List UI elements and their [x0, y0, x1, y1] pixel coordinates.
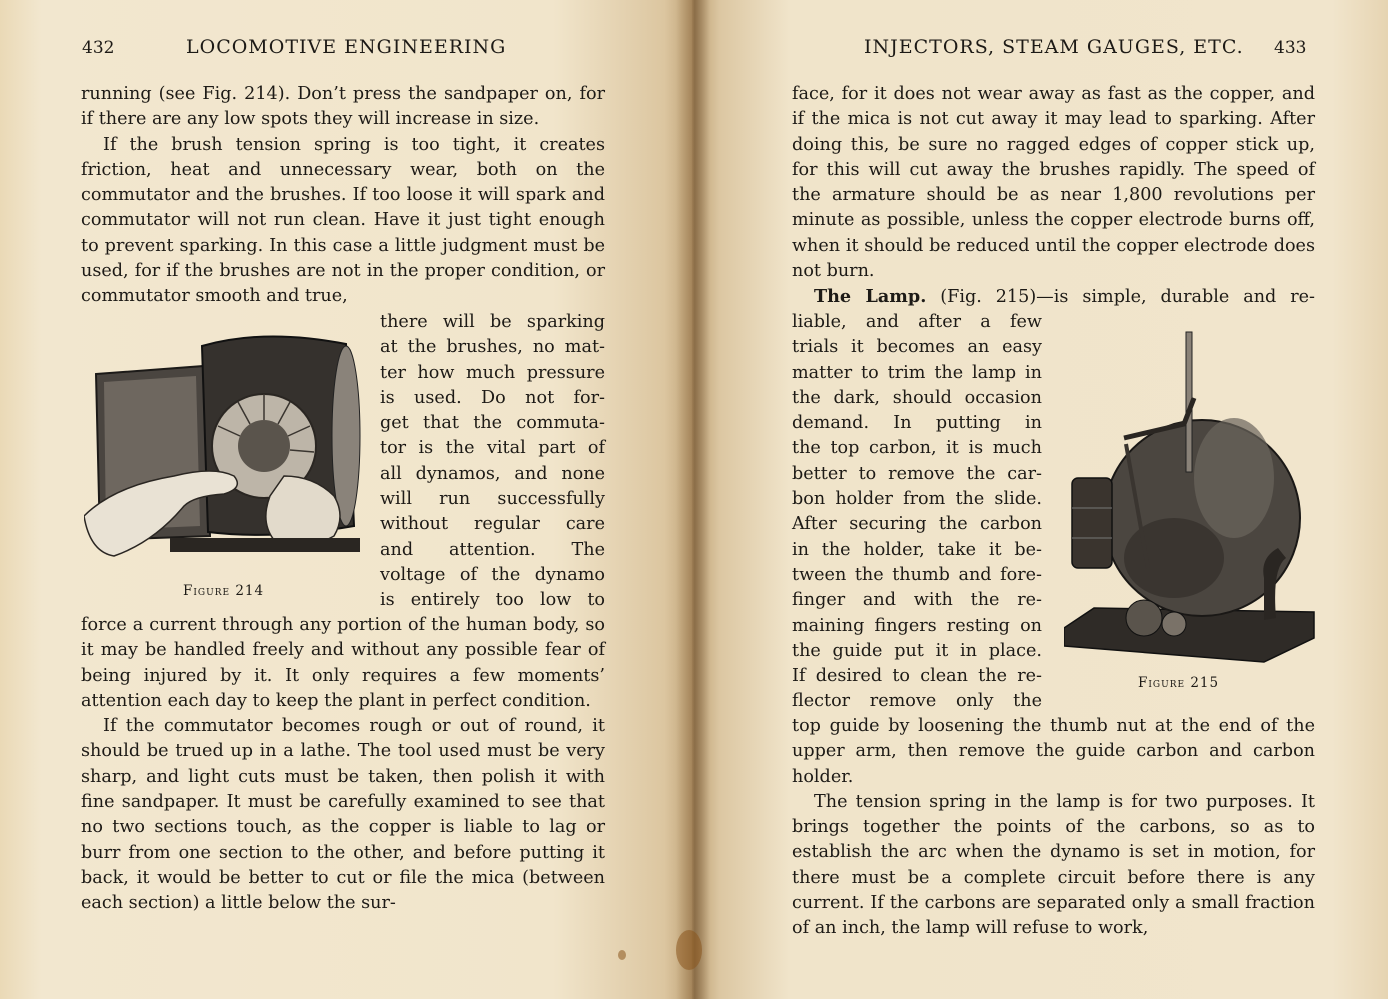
text-line: better to remove the car-: [792, 463, 1042, 484]
lamp-first-line: [792, 284, 1315, 310]
text-line: tween the thumb and fore-: [792, 564, 1042, 585]
text-line: matter to trim the lamp in: [792, 362, 1042, 383]
text-line: the top carbon, it is much: [792, 438, 1042, 459]
left-page: [0, 0, 692, 999]
running-head: LOCOMOTIVE ENGINEERING: [186, 36, 507, 58]
text-line: finger and with the re-: [792, 590, 1042, 611]
right-text-top: [792, 82, 1315, 311]
text-line: all dynamos, and none: [380, 463, 605, 484]
paper-stain: [618, 950, 626, 960]
text-line: bon holder from the slide.: [792, 489, 1042, 510]
text-line: maining fingers resting on: [792, 615, 1042, 636]
text-line: voltage of the dynamo: [380, 564, 605, 585]
text-line: After securing the carbon: [792, 514, 1042, 535]
text-line: without regular care: [380, 514, 605, 535]
figure-215-arc-lamp-illustration: [1064, 328, 1318, 664]
paragraph: face, for it does not wear away as fast as the copper, and if the mica is not cut away it may lead to sparking. After doing this, be sure no ragged edges of copper stick up, for this will cut away the brushes rapidly. The speed of the armature should be as near 1,800 revolutions per minute as possible, unless the copper electrode burns off, when it should be reduced until the copper electrode does not burn.: [792, 84, 1315, 282]
text-line: the dark, should occasion: [792, 387, 1042, 408]
text-line: there will be sparking: [380, 312, 605, 332]
paragraph: running (see Fig. 214). Don’t press the sandpaper on, for if there are any low spots they will increase in size.: [81, 84, 605, 130]
left-wrap-text: [380, 310, 605, 614]
left-text-bottom: [81, 613, 605, 917]
text-line: at the brushes, no mat-: [380, 337, 605, 358]
text-line: is entirely too low to: [380, 590, 605, 611]
paragraph: If the commutator becomes rough or out of round, it should be trued up in a lathe. The tool used must be very sharp, and light cuts must be taken, then polish it with fine sandpaper. It must be carefully examined to see that no two sections touch, as the copper is liable to lag or burr from one section to the other, and before putting it back, it would be better to cut or file the mica (between each section) a little below the sur-: [81, 716, 605, 914]
right-wrap-text: [792, 310, 1042, 715]
paragraph: The tension spring in the lamp is for two purposes. It brings together the points of the carbons, so as to establish the arc when the dynamo is set in motion, for there must be a complete circuit before there is any current. If the carbons are separated only a small fraction of an inch, the lamp will refuse to work,: [792, 791, 1315, 939]
text-line: tor is the vital part of: [380, 438, 605, 459]
paper-stain: [676, 930, 702, 970]
text-line: If desired to clean the re-: [792, 666, 1042, 687]
text-line: will run successfully: [380, 489, 605, 510]
text-line: in the holder, take it be-: [792, 539, 1042, 560]
paragraph: top guide by loosening the thumb nut at the end of the upper arm, then remove the guide carbon and carbon holder.: [792, 716, 1315, 787]
text-line: trials it becomes an easy: [792, 337, 1042, 358]
text-line: the guide put it in place.: [792, 640, 1042, 661]
book-gutter: [676, 0, 710, 999]
figure-214-caption: Figure 214: [183, 583, 265, 599]
lamp-heading: The Lamp.: [814, 286, 927, 308]
page-number: 433: [1274, 38, 1307, 58]
right-text-bottom: [792, 714, 1315, 942]
figure-214-dynamo-illustration: [84, 326, 366, 566]
right-page: [692, 0, 1388, 999]
paragraph: force a current through any portion of the human body, so it may be handled freely and without any possible fear of being injured by it. It only requires a few moments’ attention each day to keep the plant in perfect condition.: [81, 615, 605, 711]
text-line: demand. In putting in: [792, 413, 1042, 434]
text-line: flector remove only the: [792, 691, 1042, 712]
text-line: and attention. The: [380, 539, 605, 560]
running-head: INJECTORS, STEAM GAUGES, ETC.: [864, 36, 1244, 58]
text-line: get that the commuta-: [380, 413, 605, 434]
left-text-top: [81, 82, 605, 310]
paragraph: If the brush tension spring is too tight, it creates friction, heat and unnecessary wear, both on the commutator and the brushes. If too loose it will spark and commutator will not run clean. Have it just tight enough to prevent sparking. In this case a little judgment must be used, for if the brushes are not in the proper condition, or commutator smooth and true,: [81, 134, 605, 307]
lamp-first-line-text: (Fig. 215)—is simple, durable and re-: [940, 287, 1315, 308]
figure-215-caption: Figure 215: [1138, 675, 1220, 691]
text-line: liable, and after a few: [792, 312, 1042, 332]
text-line: is used. Do not for-: [380, 387, 605, 408]
page-number: 432: [82, 38, 115, 58]
text-line: ter how much pressure: [380, 362, 605, 383]
